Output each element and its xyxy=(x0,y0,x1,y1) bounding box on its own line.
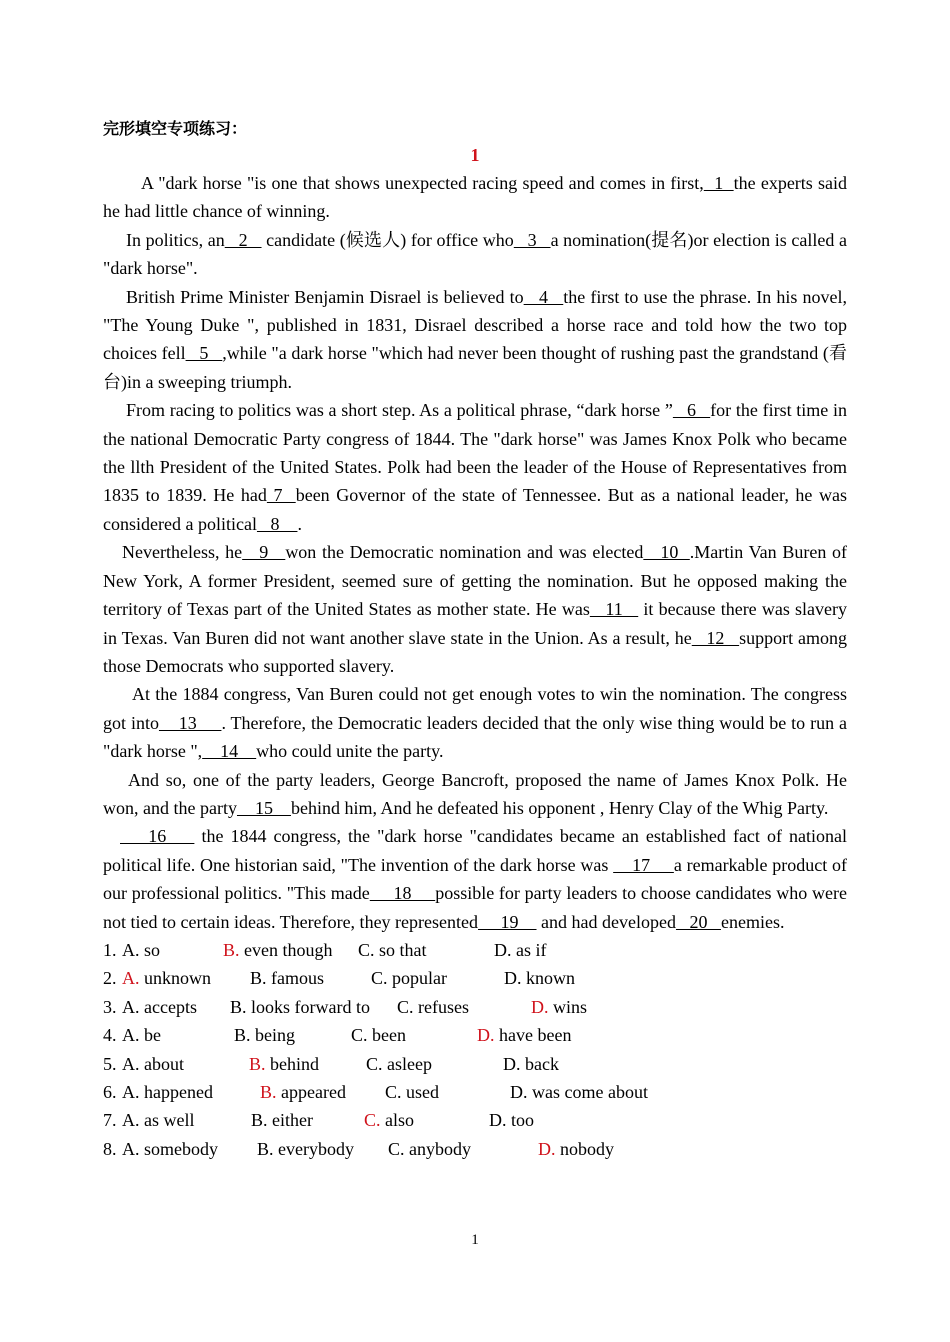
blank-5: 5 xyxy=(185,343,223,364)
option-row xyxy=(103,993,847,1021)
option-b: B. being xyxy=(234,1025,295,1046)
blank-18: 18 xyxy=(369,883,436,904)
question-number: 5. xyxy=(103,1053,117,1074)
blank-11: 11 xyxy=(589,599,639,620)
question-number: 6. xyxy=(103,1081,117,1102)
blank-1: 1 xyxy=(703,173,734,193)
blank-7: 7 xyxy=(266,485,296,506)
exercise-heading: 完形填空专项练习： xyxy=(103,119,248,138)
document-page xyxy=(103,117,847,1163)
option-d: D. was come about xyxy=(510,1081,648,1102)
option-a: A. happened xyxy=(122,1081,213,1102)
paragraph: A "dark horse "is one that shows unexpected racing speed and comes in first, 1 the experts said he had little chance of winning. xyxy=(103,173,848,222)
blank-19: 19 xyxy=(478,911,537,932)
option-a: A. somebody xyxy=(122,1138,218,1159)
blank-14: 14 xyxy=(202,741,257,762)
option-row xyxy=(103,1078,847,1106)
blank-10: 10 xyxy=(643,542,690,563)
option-c: C. been xyxy=(351,1025,406,1046)
option-c: C. refuses xyxy=(397,996,469,1017)
option-a: A. unknown xyxy=(122,968,211,989)
paragraph: And so, one of the party leaders, George Bancroft, proposed the name of James Knox Polk. He won, and the party 15 behind him, And he defeated his opponent , Henry Clay of the Whig Party. xyxy=(103,769,847,818)
option-c: C. also xyxy=(364,1110,415,1131)
option-a: A. accepts xyxy=(122,996,197,1017)
question-number: 1. xyxy=(103,939,117,960)
question-number: 4. xyxy=(103,1025,117,1046)
option-d: D. have been xyxy=(477,1025,572,1046)
blank-13: 13 xyxy=(158,712,222,733)
option-a: A. about xyxy=(122,1053,184,1074)
paragraph: At the 1884 congress, Van Buren could not get enough votes to win the nomination. The congress got into 13 . Therefore, the Democratic leaders decided that the only wise thing would be to run a "dark horse ", 14 who could unite the party. xyxy=(103,684,848,762)
blank-3: 3 xyxy=(513,229,551,250)
option-row xyxy=(103,1021,847,1049)
option-b: B. even though xyxy=(223,939,333,960)
question-number: 3. xyxy=(103,996,117,1017)
option-c: C. asleep xyxy=(366,1053,432,1074)
option-d: D. too xyxy=(489,1110,534,1131)
blank-4: 4 xyxy=(523,286,564,307)
blank-6: 6 xyxy=(672,400,711,421)
option-row xyxy=(103,1050,847,1078)
passage-number: 1 xyxy=(470,145,480,165)
page-number: 1 xyxy=(471,1232,479,1248)
paragraph: From racing to politics was a short step. As a political phrase, “dark horse ” 6 for the first time in the national Democratic Party congress of 1844. The "dark horse" was James Knox Polk who became the llth President of the United States. Polk had been the leader of the House of Representatives from 1835 to 1839. He had 7 been Governor of the state of Tennessee. But as a national leader, he was considered a political 8 . xyxy=(103,400,848,534)
option-a: A. as well xyxy=(122,1110,195,1131)
option-c: C. anybody xyxy=(388,1138,471,1159)
option-d: D. wins xyxy=(531,996,588,1017)
option-b: B. either xyxy=(251,1110,313,1131)
paragraph: British Prime Minister Benjamin Disrael is believed to 4 the first to use the phrase. In his novel, "The Young Duke ", published in 1831, Disrael described a horse race and told how the two top choices fell 5 ,while "a dark horse "which had never been thought of rushing past the grandstand (看台)in a sweeping triumph. xyxy=(103,286,848,392)
option-d: D. nobody xyxy=(538,1138,614,1159)
question-number: 2. xyxy=(103,968,117,989)
option-row xyxy=(103,936,847,964)
option-b: B. behind xyxy=(249,1053,320,1074)
option-a: A. so xyxy=(122,939,161,960)
blank-8: 8 xyxy=(256,513,298,534)
paragraph: 16 the 1844 congress, the "dark horse "candidates became an established fact of national political life. One historian said, "The invention of the dark horse was 17 a remarkable product of our professional politics. "This made 18 possible for party leaders to choose candidates who were not tied to certain ideas. Therefore, they represented 19 and had developed 20 enemies. xyxy=(103,826,848,932)
option-c: C. used xyxy=(385,1081,439,1102)
option-b: B. looks forward to xyxy=(230,996,370,1017)
blank-15: 15 xyxy=(236,797,291,818)
paragraph: In politics, an 2 candidate (候选人) for office who 3 a nomination(提名)or election is called a "dark horse". xyxy=(103,229,848,279)
option-b: B. everybody xyxy=(257,1138,354,1159)
option-row xyxy=(103,1106,847,1134)
paragraph: Nevertheless, he 9 won the Democratic nomination and was elected 10 .Martin Van Buren of New York, A former President, seemed sure of getting the nomination. But he opposed making the territory of Texas part of the United States as mother state. He was 11 it because there was slavery in Texas. Van Buren did not want another slave state in the Union. As a result, he 12 support among those Democrats who supported slavery. xyxy=(103,542,848,676)
blank-20: 20 xyxy=(675,911,721,932)
option-c: C. popular xyxy=(371,968,447,989)
option-d: D. known xyxy=(504,968,575,989)
option-row xyxy=(103,1135,847,1163)
question-number: 7. xyxy=(103,1110,117,1131)
passage xyxy=(103,169,847,936)
blank-12: 12 xyxy=(691,627,740,648)
blank-17: 17 xyxy=(613,854,674,875)
answer-options xyxy=(103,936,847,1163)
option-b: B. famous xyxy=(250,968,324,989)
option-c: C. so that xyxy=(358,939,427,960)
option-a: A. be xyxy=(122,1025,161,1046)
blank-16: 16 xyxy=(120,826,195,847)
blank-2: 2 xyxy=(224,229,262,250)
option-b: B. appeared xyxy=(260,1081,346,1102)
blank-9: 9 xyxy=(242,542,286,563)
option-d: D. back xyxy=(503,1053,559,1074)
question-number: 8. xyxy=(103,1138,117,1159)
option-d: D. as if xyxy=(494,939,547,960)
option-row xyxy=(103,964,847,992)
